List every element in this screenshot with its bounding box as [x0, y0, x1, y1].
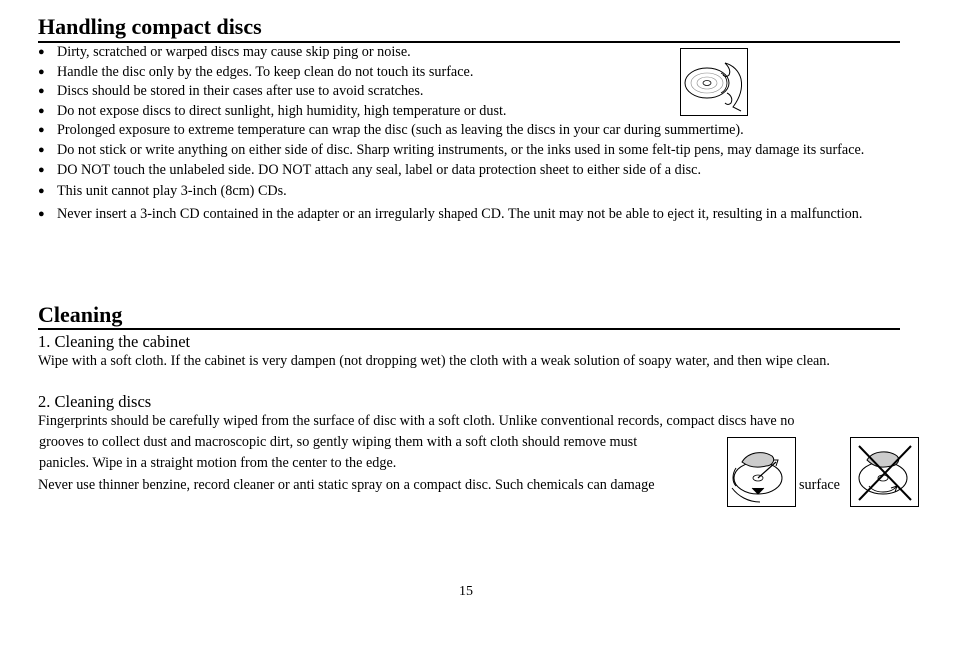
- cabinet-subheading: 1. Cleaning the cabinet: [38, 332, 191, 351]
- cleaning-title: Cleaning: [38, 302, 123, 327]
- cleaning-title-rule: [38, 328, 900, 330]
- bullet-item: ● Prolonged exposure to extreme temperature can wrap the disc (such as leaving the discs in your car during summertime).: [38, 122, 744, 139]
- bullet-item: ● Never insert a 3-inch CD contained in the adapter or an irregularly shaped CD. The unit may not be able to eject it, resulting in a malfunction.: [38, 204, 900, 225]
- bullet-dot-icon: ●: [38, 143, 45, 156]
- page-number: 15: [459, 584, 473, 599]
- disc-handling-illustration: [680, 48, 748, 116]
- handling-title-rule: [38, 41, 900, 43]
- handling-title: Handling compact discs: [38, 14, 262, 39]
- discs-line-1: Fingerprints should be carefully wiped from the surface of disc with a soft cloth. Unlike conventional records, compact discs have no: [38, 413, 795, 429]
- bullet-item: ● Do not stick or write anything on either side of disc. Sharp writing instruments, or the inks used in some felt-tip pens, may damage its surface.: [38, 141, 865, 158]
- bullet-item: ● Do not expose discs to direct sunlight, high humidity, high temperature or dust.: [38, 102, 507, 119]
- wiping-disc-icon: [728, 438, 795, 506]
- handling-bullet-list: [38, 44, 900, 227]
- discs-line-3: panicles. Wipe in a straight motion from the center to the edge.: [39, 455, 397, 471]
- discs-line-4-end: surface: [799, 477, 840, 493]
- bullet-item: ● DO NOT touch the unlabeled side. DO NOT attach any seal, label or data protection sheet to either side of a disc.: [38, 161, 702, 178]
- bullet-item: ● Dirty, scratched or warped discs may cause skip ping or noise.: [38, 44, 411, 60]
- cabinet-paragraph: Wipe with a soft cloth. If the cabinet is very dampen (not dropping wet) the cloth with a weak solution of soapy water, and then wipe clean.: [38, 353, 830, 369]
- circular-wiping-crossed-icon: [851, 438, 918, 506]
- incorrect-wiping-illustration: [850, 437, 919, 507]
- bullet-dot-icon: ●: [38, 104, 45, 117]
- discs-line-4: Never use thinner benzine, record cleaner or anti static spray on a compact disc. Such chemicals can damage: [38, 477, 655, 493]
- bullet-dot-icon: ●: [38, 124, 45, 137]
- bullet-item: ● Handle the disc only by the edges. To keep clean do not touch its surface.: [38, 63, 474, 80]
- bullet-item: ● This unit cannot play 3-inch (8cm) CDs.: [38, 182, 287, 199]
- bullet-dot-icon: ●: [38, 65, 45, 78]
- correct-wiping-illustration: [727, 437, 796, 507]
- bullet-dot-icon: ●: [38, 163, 45, 176]
- bullet-dot-icon: ●: [38, 46, 45, 58]
- bullet-dot-icon: ●: [38, 85, 45, 98]
- hand-holding-disc-icon: [681, 49, 747, 115]
- bullet-item: ● Discs should be stored in their cases after use to avoid scratches.: [38, 83, 424, 100]
- discs-subheading: 2. Cleaning discs: [38, 392, 152, 411]
- discs-line-2: grooves to collect dust and macroscopic dirt, so gently wiping them with a soft cloth should remove must: [39, 434, 638, 450]
- bullet-dot-icon: ●: [38, 207, 45, 220]
- bullet-dot-icon: ●: [38, 184, 45, 197]
